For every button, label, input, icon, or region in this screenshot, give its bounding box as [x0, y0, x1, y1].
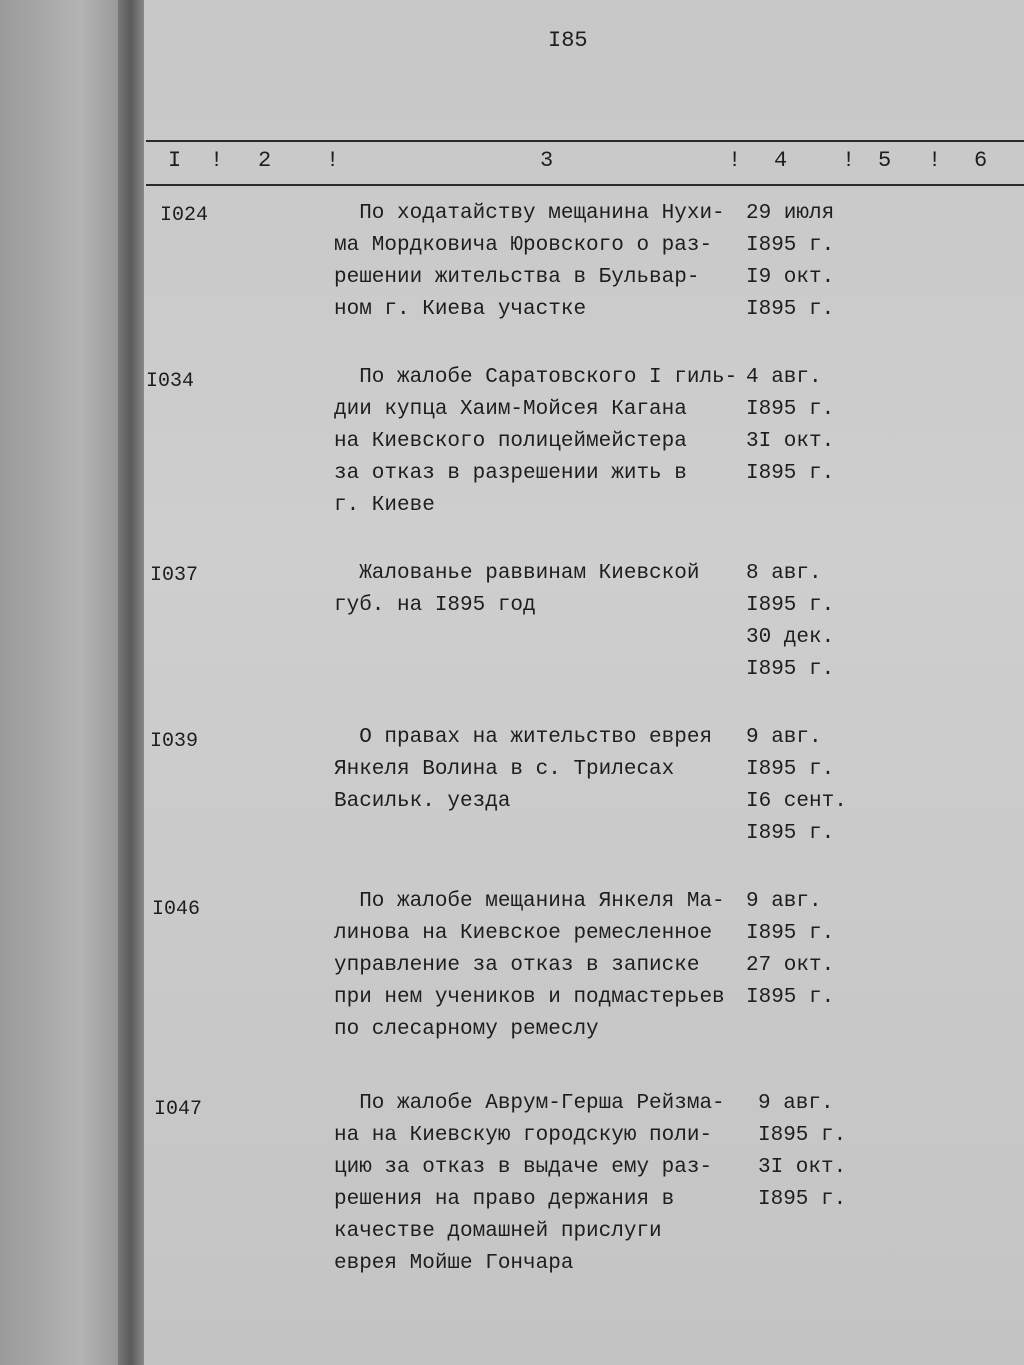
date-line: I895 г.	[758, 1124, 847, 1147]
description-line: Янкеля Волина в с. Трилесах	[334, 758, 675, 781]
date-line: I895 г.	[746, 822, 835, 845]
description-line: По ходатайству мещанина Нухи-	[334, 202, 725, 225]
table-header-row	[0, 148, 1024, 178]
date-line: 29 июля	[746, 202, 835, 225]
previous-page-edge	[0, 0, 136, 1365]
date-line: 3I окт.	[758, 1156, 847, 1179]
description-line: качестве домашней прислуги	[334, 1220, 662, 1243]
date-line: I6 сент.	[746, 790, 847, 813]
description-line: цию за отказ в выдаче ему раз-	[334, 1156, 713, 1179]
date-line: I895 г.	[746, 594, 835, 617]
entry-number: I037	[150, 564, 199, 587]
table-header-rule	[146, 184, 1024, 186]
date-line: 9 авг.	[758, 1092, 834, 1115]
description-line: ном г. Киева участке	[334, 298, 587, 321]
date-line: 30 дек.	[746, 626, 835, 649]
description-line: Жалованье раввинам Киевской	[334, 562, 700, 585]
header-col-6: 6	[974, 148, 988, 173]
entry-number: I046	[152, 898, 201, 921]
date-line: 4 авг.	[746, 366, 822, 389]
entry-number: I039	[150, 730, 199, 753]
header-separator: !	[728, 148, 742, 173]
header-col-5: 5	[878, 148, 892, 173]
date-line: I9 окт.	[746, 266, 835, 289]
entry-number: I024	[160, 204, 209, 227]
description-line: решении жительства в Бульвар-	[334, 266, 700, 289]
description-line: решения на право держания в	[334, 1188, 675, 1211]
description-line: Васильк. уезда	[334, 790, 511, 813]
description-line: г. Киеве	[334, 494, 435, 517]
description-line: По жалобе мещанина Янкеля Ма-	[334, 890, 725, 913]
header-separator: !	[842, 148, 856, 173]
date-line: I895 г.	[746, 234, 835, 257]
description-line: за отказ в разрешении жить в	[334, 462, 687, 485]
date-line: I895 г.	[746, 398, 835, 421]
entry-number: I047	[154, 1098, 203, 1121]
book-gutter	[118, 0, 144, 1365]
description-line: еврея Мойше Гончара	[334, 1252, 574, 1275]
date-line: 9 авг.	[746, 890, 822, 913]
header-col-2: 2	[258, 148, 272, 173]
date-line: I895 г.	[746, 922, 835, 945]
description-line: на Киевского полицеймейстера	[334, 430, 687, 453]
entry-number: I034	[146, 370, 195, 393]
date-line: I895 г.	[746, 298, 835, 321]
header-col-1: I	[168, 148, 182, 173]
description-line: на на Киевскую городскую поли-	[334, 1124, 713, 1147]
description-line: при нем учеников и подмастерьев	[334, 986, 725, 1009]
header-separator: !	[928, 148, 942, 173]
description-line: По жалобе Аврум-Герша Рейзма-	[334, 1092, 725, 1115]
date-line: I895 г.	[746, 986, 835, 1009]
header-col-3: 3	[540, 148, 554, 173]
date-line: 3I окт.	[746, 430, 835, 453]
date-line: 27 окт.	[746, 954, 835, 977]
description-line: ма Мордковича Юровского о раз-	[334, 234, 713, 257]
description-line: О правах на жительство еврея	[334, 726, 713, 749]
header-col-4: 4	[774, 148, 788, 173]
description-line: линова на Киевское ремесленное	[334, 922, 713, 945]
header-separator: !	[326, 148, 340, 173]
description-line: По жалобе Саратовского I гиль-	[334, 366, 738, 389]
header-separator: !	[210, 148, 224, 173]
table-top-rule	[146, 140, 1024, 142]
description-line: губ. на I895 год	[334, 594, 536, 617]
date-line: I895 г.	[746, 462, 835, 485]
description-line: управление за отказ в записке	[334, 954, 700, 977]
date-line: 8 авг.	[746, 562, 822, 585]
date-line: I895 г.	[746, 658, 835, 681]
page-number: I85	[548, 28, 588, 53]
description-line: дии купца Хаим-Мойсея Кагана	[334, 398, 687, 421]
date-line: 9 авг.	[746, 726, 822, 749]
date-line: I895 г.	[746, 758, 835, 781]
date-line: I895 г.	[758, 1188, 847, 1211]
description-line: по слесарному ремеслу	[334, 1018, 599, 1041]
